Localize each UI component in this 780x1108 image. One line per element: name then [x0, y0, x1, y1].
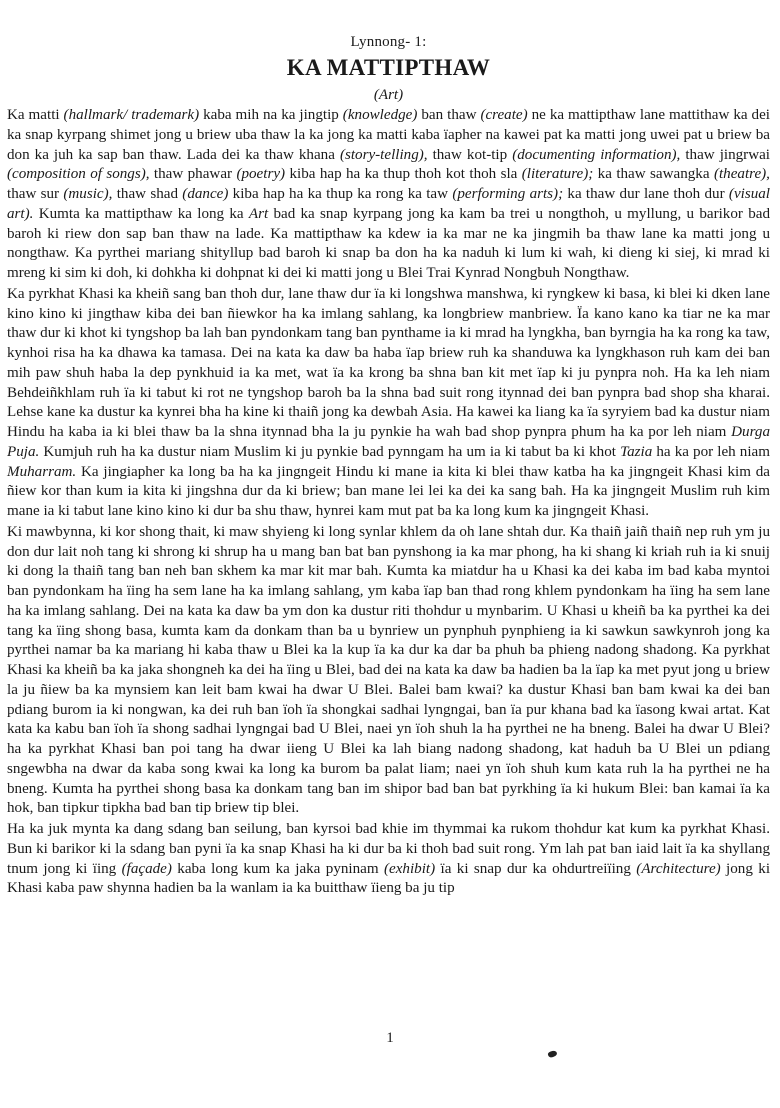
- text-run: thaw sur: [7, 186, 64, 202]
- italic-term: Muharram.: [7, 463, 77, 480]
- page-subtitle: (Art): [373, 87, 404, 103]
- body-paragraph-4: [7, 820, 770, 899]
- text-run: ka thaw sawangka: [593, 166, 714, 183]
- text-run: Ha ka juk mynta ka dang sdang ban seilung, ban kyrsoi bad khie im thymmai ka rukom thohdur kat kum ka pyrkhat Khasi. Bun ki barikor ki la sdang ban pyni ïa ka snap Khasi ha ki dur ba ki thoh bad suit rong. Ym lah pat ban iaid lait ïa ka shyllang tnum jong ki ïing: [7, 821, 770, 877]
- page-number: 1: [386, 1030, 394, 1046]
- italic-term: (knowledge): [342, 107, 418, 123]
- text-run: jong ki Khasi kaba paw shynna hadien ba la wanlam ia ka buitthaw ïieng ba ju tip: [7, 860, 771, 897]
- text-run: Ka pyrkhat Khasi ka kheiñ sang ban thoh dur, lane thaw dur ïa ki longshwa manshwa, ki ryngkew ki basa, ki blei ki dken lane kino kino ki jingthaw kiba dei ban ñiewkor ha ka imlang sahlang, ka longbriew manbriew. Ïa kano kano ka tiar ne ka mar thaw dur ki khot ki tyngshop ba lah ban pyndonkam tang ban pynthame ia ki mrad ha lyngkha, ban byrngia ha ka rong ka taw, kynhoi risa ha ka dhawa ka tamasa. Dei na kata ka daw ba haba ïap briew ruh ka shanduwa ka lyngkhason ruh kam dei ban mih paw shuh haba la dep pynkhuid ia ka met, wat ïa ka krong ba shna ban kit met ïap ki ju pynpra noh. Ha ka leh niam Behdeiñkhlam ruh ïa ki tabut ki rot ne tyngshop baroh ba la shna bad suit rong itynnad dei ban pynpra bad shop sha kharai. Lehse kane ka dustur ka kynrei bha ha kine ki thaiñ jong ka dewbah Asia. Ha kawei ka liang ka ïa syryiem bad ka dustur niam Hindu ha kaba ia ki blei thaw ba la shna itynnad bha la ju pynkie ha wah bad shop pynpra phum ha ka por leh niam: [7, 285, 770, 440]
- document-page: [7, 34, 770, 900]
- italic-term: (music),: [63, 186, 113, 202]
- italic-term: Durga Puja.: [7, 424, 770, 460]
- italic-term: Tazia: [620, 443, 653, 460]
- italic-term: (story-telling),: [339, 146, 428, 163]
- text-run: kiba hap ha ka thup thoh kot thoh sla: [285, 166, 522, 183]
- text-run: ka thaw dur lane thoh dur: [563, 186, 729, 202]
- body-paragraph-3: [7, 523, 770, 819]
- body-paragraph-2: [7, 285, 770, 522]
- italic-term: (create): [480, 107, 528, 123]
- text-run: Ka matti: [7, 107, 64, 123]
- chapter-label: Lynnong- 1:: [350, 34, 427, 50]
- italic-term: (dance): [182, 186, 229, 202]
- italic-term: (composition of songs),: [7, 166, 150, 183]
- text-run: thaw kot-tip: [427, 146, 513, 163]
- italic-term: (visual art).: [7, 186, 771, 222]
- text-run: kaba mih na ka jingtip: [199, 107, 343, 123]
- italic-term: (Architecture): [636, 860, 721, 877]
- italic-term: (performing arts);: [452, 186, 564, 202]
- text-run: kaba long kum ka jaka pyninam: [171, 860, 384, 877]
- text-run: bad ka snap kyrpang jong ka kam ba trei u nongthoh, u myllung, u barikor bad baroh ki riew don sap ban thaw na lade. Ka mattipthaw ka kdew ia ka mar ne ka jingmih ba thaw lane ka matti jong u nongthaw. Ka pyrthei mariang shityllup bad baroh ki snap ba don ha ka naduh ki lum ki wah, ki dieng ki siej, ki mrad ki mreng ki sim ki doh, ki dohkha ki dohpnat ki dei ki matti jong u Blei Trai Kynrad Nongbuh Nongthaw.: [7, 205, 770, 281]
- body-paragraph-1: [7, 106, 770, 284]
- italic-term: (hallmark/ trademark): [63, 107, 200, 123]
- italic-term: (poetry): [236, 166, 286, 183]
- italic-term: Art: [248, 205, 269, 222]
- italic-term: (theatre),: [713, 166, 770, 183]
- text-run: Kumjuh ruh ha ka dustur niam Muslim ki ju pynkie bad pynngam ha um ia ki tabut ba ki khot: [39, 443, 621, 460]
- text-run: ha ka por leh niam: [652, 443, 770, 460]
- italic-term: (façade): [121, 860, 172, 877]
- italic-term: (exhibit): [383, 860, 436, 877]
- ink-blot: [547, 1050, 558, 1059]
- text-run: ban thaw: [417, 107, 481, 123]
- text-run: kiba hap ha ka thup ka rong ka taw: [228, 186, 453, 202]
- italic-term: (literature);: [521, 166, 594, 183]
- text-run: thaw jingrwai: [680, 146, 770, 163]
- text-run: Ki mawbynna, ki kor shong thait, ki maw shyieng ki long synlar khlem da oh lane shtah dur. Ka thaiñ jaiñ thaiñ nep ruh ym ju don dur lait noh tang ki shrong ki shrup ha u mang ban bat ban pynshong ia ka mar phong, ha ki shang ki kriah ruh ia ki snuij ki dong la thaiñ tang ban neh ban skhem ka mar kit mar bah. Kumta ka miatdur ha u Khasi ka dei kaba im bad kaba myntoi ban pyndonkam ha ïing ha sem lane ha ka imlang sahlang, ym kaba ïap ban thad rong khlem pyndonkam ha ïing ha sem lane ha ka imlang sahlang. Dei na kata ka daw ba ym don ka dustur riti thohdur u mynbarim. U Khasi u kheiñ ba ka pyrthei ka dei tang ka ïing shong basa, kumta kam da donkam than ba u bynriew un pynphuh pynphieng ia ki sawkun sawkynroh jong ka pyrthei namar ba ka mariang hi kaba thaw u Blei ka la kup ïa ka dur ka dar ba phuh ba phieng nadong shadong. Ka pyrkhat Khasi ka kheiñ ba ka jaka shongneh ka dei ha ïing u Blei, bad dei na kata ka daw ba hadien ba la ïap ka met pyut jong u briew la ju ñiew ba ka mynsiem kan leit bam kwai ha dwar U Blei. Balei bam kwai? ka dustur Khasi ban bam kwai ka dei ban pdiang burom ia ki nongwan, ka dei ruh ban ïoh ïa shongkai sadhai lyngngai, ban ïa pur khana bad ka ïasong kwai artat. Kat kata ka kabu ban ïoh ïa shong sadhai lyngngai bad U Blei, naei yn ïoh shuh la ha pyrthei ne ha bneng. Balei ha dwar U Blei? ha ka pyrkhat Khasi ban poi tang ha dwar iieng U Blei ka lah biang nadong shadong, kat haduh ba U Blei un pdiang sngewbha na dwar da kaba song kwai ka long ka burom ba palat liam; naei yn ïoh shuh kum kata ruh la ha pyrthei ne ha bneng. Kumta ha pyrthei shong basa ka donkam tang ban im shipor bad ban bat pyrkhing ïa ki hukum Blei: ban kamai ïa ka hok, ban tipkur tipkha bad ban tip briew tip blei.: [7, 523, 770, 817]
- text-run: ïa ki snap dur ka ohdurtreiïing: [435, 860, 637, 877]
- italic-term: (documenting information),: [512, 146, 681, 163]
- text-run: Ka jingiapher ka long ba ha ka jingngeit Hindu ki mane ia kita ki blei thaw katba ha ka jingngeit Khasi kim da ñiew kor than kum ia kita ki jingshna dur da ki briew; ban mane lei lei ka dei ka sang bah. Ha ka jingngeit Muslim ruh kim mane ia ki tabut lane kino kino ki dur ba shu thaw, hynrei kam mut pat ba ka long kum ka jingngeit Khasi.: [7, 463, 770, 519]
- page-title: KA MATTIPTHAW: [286, 55, 491, 80]
- text-run: thaw shad: [112, 186, 183, 202]
- text-run: Kumta ka mattipthaw ka long ka: [33, 205, 249, 222]
- text-run: thaw phawar: [149, 166, 237, 183]
- text-run: ne ka mattipthaw lane mattithaw ka dei ka snap kyrpang shimet jong u briew uba thaw la ka jong ka matti kaba ïapher na kawei pat ka matti jong uwei pat u briew ba don ka juh ka sap ban thaw. Lada dei ka thaw khana: [7, 107, 770, 163]
